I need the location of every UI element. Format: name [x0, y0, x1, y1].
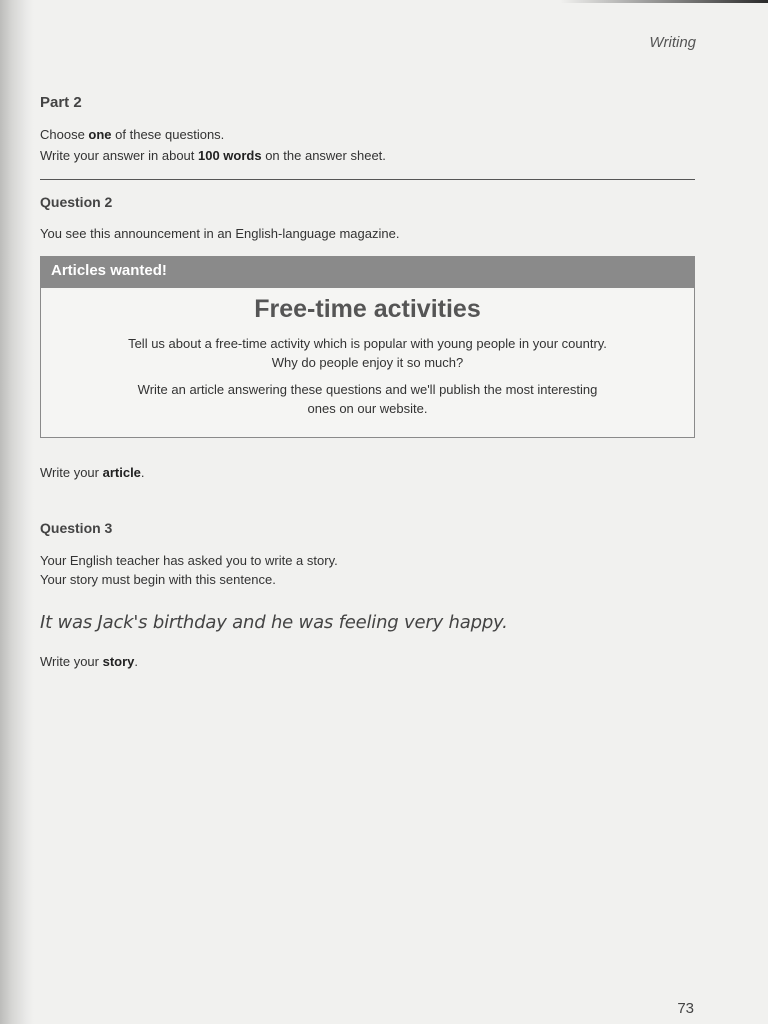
announcement-box [40, 256, 695, 438]
question-3-line-2: Your story must begin with this sentence. [40, 572, 276, 587]
announcement-title: Free-time activities [254, 295, 481, 323]
announcement-paragraph-1: Tell us about a free-time activity which is popular with young people in your country. Why do people enjoy it so much? [128, 336, 607, 370]
instruction-line-2: Write your answer in about 100 words on the answer sheet. [40, 148, 386, 163]
story-opening-sentence: It was Jack's birthday and he was feeling very happy. [40, 612, 508, 633]
instruction-line-1: Choose one of these questions. [40, 127, 225, 142]
announcement-banner: Articles wanted! [41, 257, 694, 288]
question-2-intro: You see this announcement in an English-language magazine. [40, 226, 400, 241]
page-number: 73 [677, 1000, 694, 1017]
question-3-heading: Question 3 [40, 520, 113, 536]
page-edge-shadow [560, 0, 768, 3]
part-heading: Part 2 [40, 94, 82, 111]
question-2-instruction: Write your article. [40, 465, 145, 480]
divider [40, 179, 695, 180]
question-3-instruction: Write your story. [40, 654, 139, 669]
announcement-paragraph-2: Write an article answering these questions and we'll publish the most interesting ones on our website. [137, 382, 598, 416]
question-3-line-1: Your English teacher has asked you to write a story. [40, 553, 338, 568]
book-spine-shadow [0, 0, 34, 1024]
question-2-heading: Question 2 [40, 194, 113, 210]
section-header: Writing [649, 34, 696, 51]
